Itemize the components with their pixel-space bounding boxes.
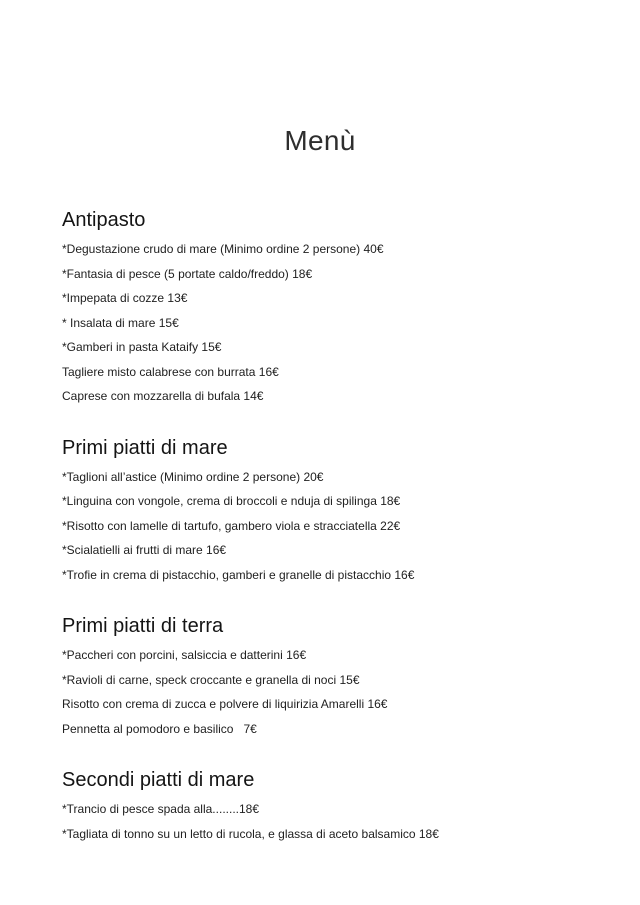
page-title: Menù	[284, 125, 356, 156]
menu-item: * Insalata di mare 15€	[62, 315, 179, 330]
section-heading: Primi piatti di terra	[62, 615, 224, 637]
menu-item: *Taglioni all’astice (Minimo ordine 2 persone) 20€	[62, 469, 324, 484]
section-items	[62, 469, 578, 584]
section-items	[62, 241, 578, 405]
menu-item: Risotto con crema di zucca e polvere di liquirizia Amarelli 16€	[62, 697, 388, 711]
section-items	[62, 801, 578, 843]
section-heading: Primi piatti di mare	[62, 436, 228, 459]
menu-section	[62, 207, 578, 414]
menu-item: Tagliere misto calabrese con burrata 16€	[62, 364, 279, 379]
menu-item: *Trancio di pesce spada alla........18€	[62, 802, 260, 816]
menu-item: *Gamberi in pasta Kataify 15€	[62, 340, 222, 354]
menu-section	[62, 435, 578, 593]
menu-item: *Trofie in crema di pistacchio, gamberi e granelle di pistacchio 16€	[62, 567, 415, 582]
menu-item: *Fantasia di pesce (5 portate caldo/freddo) 18€	[62, 266, 313, 281]
menu-item: Pennetta al pomodoro e basilico 7€	[62, 721, 257, 736]
section-heading: Antipasto	[62, 209, 146, 231]
menu-item: *Linguina con vongole, crema di broccoli e nduja di spilinga 18€	[62, 494, 401, 508]
menu-item: *Ravioli di carne, speck croccante e granella di noci 15€	[62, 672, 360, 687]
menu-item: *Tagliata di tonno su un letto di rucola, e glassa di aceto balsamico 18€	[62, 826, 439, 841]
menu-item: *Impepata di cozze 13€	[62, 291, 188, 305]
menu-item: *Paccheri con porcini, salsiccia e datterini 16€	[62, 648, 307, 662]
section-heading: Secondi piatti di mare	[62, 769, 255, 791]
menu-item: *Scialatielli ai frutti di mare 16€	[62, 543, 227, 557]
menu-sections	[62, 207, 578, 851]
section-items	[62, 647, 578, 738]
menu-item: *Degustazione crudo di mare (Minimo ordine 2 persone) 40€	[62, 242, 384, 256]
menu-item: Caprese con mozzarella di bufala 14€	[62, 389, 264, 403]
menu-section	[62, 613, 578, 746]
menu-item: *Risotto con lamelle di tartufo, gambero viola e stracciatella 22€	[62, 518, 401, 533]
menu-section	[62, 767, 578, 851]
